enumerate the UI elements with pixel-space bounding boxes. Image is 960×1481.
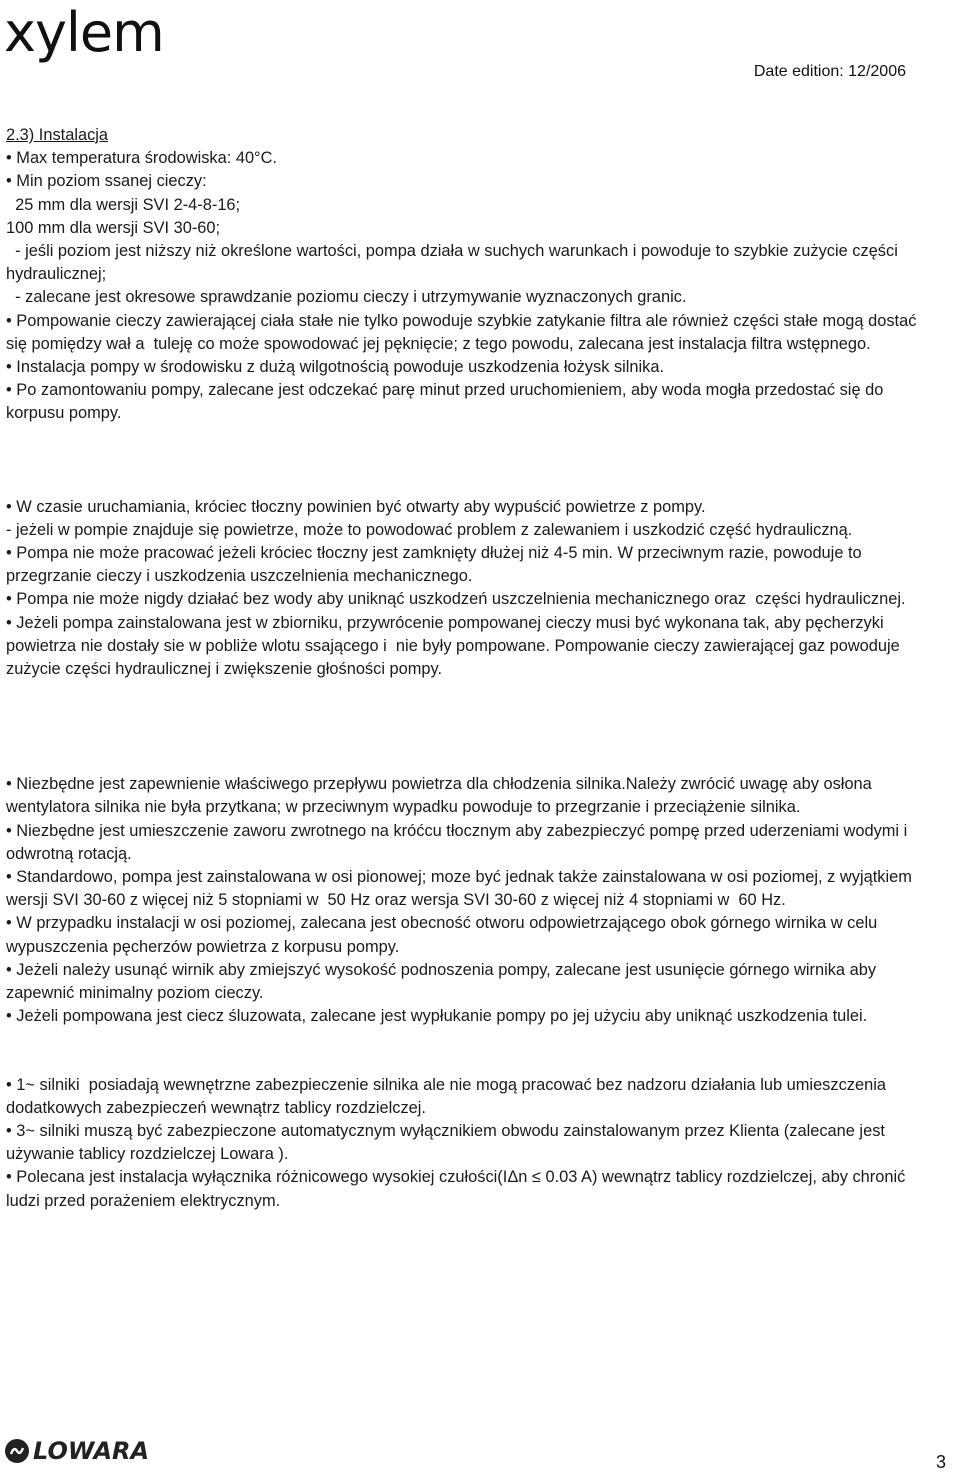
paragraph: • 1~ silniki posiadają wewnętrzne zabezpieczenie silnika ale nie mogą pracować bez nadzoru działania lub umieszczenia dodatkowych zabezpieczeń wewnątrz tablicy rozdzielczej. [6, 1075, 891, 1117]
section-title: 2.3) Instalacja [6, 126, 109, 144]
paragraph: • Jeżeli pompowana jest ciecz śluzowata, zalecane jest wypłukanie pompy po jej użyciu aby uniknąć uszkodzenia tulei. [6, 1007, 868, 1026]
paragraph: • Niezbędne jest umieszczenie zaworu zwrotnego na króćcu tłocznym aby zabezpieczyć pompę przed uderzeniami wodymi i odwrotną rotacją. [6, 821, 912, 863]
paragraph: • Max temperatura środowiska: 40°C. [6, 149, 278, 168]
paragraph: 100 mm dla wersji SVI 30-60; [6, 218, 221, 237]
paragraph: • W czasie uruchamiania, króciec tłoczny powinien być otwarty aby wypuścić powietrze z pompy. [6, 497, 706, 516]
paragraph: • Jeżeli pompa zainstalowana jest w zbiorniku, przywrócenie pompowanej cieczy musi być wykonana tak, aby pęcherzyki powietrza nie dostały sie w pobliże wlotu ssającego i nie były pompowane. Pompowanie cieczy zawierającej gaz powoduje zużycie części hydraulicznej i zwiększenie głośności pompy. [6, 613, 905, 679]
paragraph: • 3~ silniki muszą być zabezpieczone automatycznym wyłącznikiem obwodu zainstalowanym przez Klienta (zalecane jest używanie tablicy rozdzielczej Lowara ). [6, 1121, 890, 1164]
paragraph: • W przypadku instalacji w osi poziomej, zalecana jest obecność otworu odpowietrzającego obok górnego wirnika w celu wypuszczenia pęcherzów powietrza z korpusu pompy. [6, 914, 882, 956]
paragraph: - zalecane jest okresowe sprawdzanie poziomu cieczy i utrzymywanie wyznaczonych granic. [6, 288, 687, 307]
lowara-wordmark: LOWARA [33, 1437, 150, 1465]
paragraph: • Pompowanie cieczy zawierającej ciała stałe nie tylko powoduje szybkie zatykanie filtra ale również części stałe mogą dostać się pomiędzy wał a tuleję co może spowodować jej pęknięcie; z tego powodu, zalecana jest instalacja filtra wstępnego. [6, 311, 921, 353]
paragraph: 25 mm dla wersji SVI 2-4-8-16; [6, 195, 241, 214]
xylem-logo: xylem [4, 1, 164, 64]
paragraph: • Jeżeli należy usunąć wirnik aby zmiejszyć wysokość podnoszenia pompy, zalecane jest usunięcie górnego wirnika aby zapewnić minimalny poziom cieczy. [6, 960, 881, 1003]
paragraph: • Instalacja pompy w środowisku z dużą wilgotnością powoduje uszkodzenia łożysk silnika. [6, 358, 665, 377]
paragraph: - jeśli poziom jest niższy niż określone wartości, pompa działa w suchych warunkach i powoduje to szybkie zużycie części hydraulicznej; [6, 242, 903, 284]
paragraph: - jeżeli w pompie znajduje się powietrze, może to powodować problem z zalewaniem i uszkodzić część hydrauliczną. [6, 520, 853, 539]
page-number: 3 [935, 1452, 946, 1472]
paragraph: • Niezbędne jest zapewnienie właściwego przepływu powietrza dla chłodzenia silnika.Należy zwrócić uwagę aby osłona wentylatora silnika nie była przytkana; w przeciwnym wypadku powoduje to przegrzanie i przeciążenie silnika. [6, 775, 877, 817]
lowara-mark-icon [4, 1438, 30, 1464]
date-edition: Date edition: 12/2006 [753, 63, 906, 80]
paragraph: • Po zamontowaniu pompy, zalecane jest odczekać parę minut przed uruchomieniem, aby woda mogła przedostać się do korpusu pompy. [6, 381, 888, 423]
paragraph: • Polecana jest instalacja wyłącznika różnicowego wysokiej czułości(IΔn ≤ 0.03 A) wewnątrz tablicy rozdzielczej, aby chronić ludzi przed porażeniem elektrycznym. [6, 1168, 910, 1210]
paragraph: • Pompa nie może pracować jeżeli króciec tłoczny jest zamknięty dłużej niż 4-5 min. W przeciwnym razie, powoduje to przegrzanie cieczy i uszkodzenia uszczelnienia mechanicznego. [6, 544, 867, 586]
paragraph: • Pompa nie może nigdy działać bez wody aby uniknąć uszkodzeń uszczelnienia mechanicznego oraz części hydraulicznej. [6, 590, 906, 609]
document-body [6, 124, 930, 1213]
paragraph: • Standardowo, pompa jest zainstalowana w osi pionowej; moze być jednak także zainstalowana w osi poziomej, z wyjątkiem wersji SVI 30-60 z więcej niż 5 stopniami w 50 Hz oraz wersja SVI 30-60 z więcej niż 4 stopniami w 60 Hz. [6, 868, 917, 910]
lowara-logo [4, 1437, 149, 1465]
paragraph: • Min poziom ssanej cieczy: [6, 172, 207, 191]
